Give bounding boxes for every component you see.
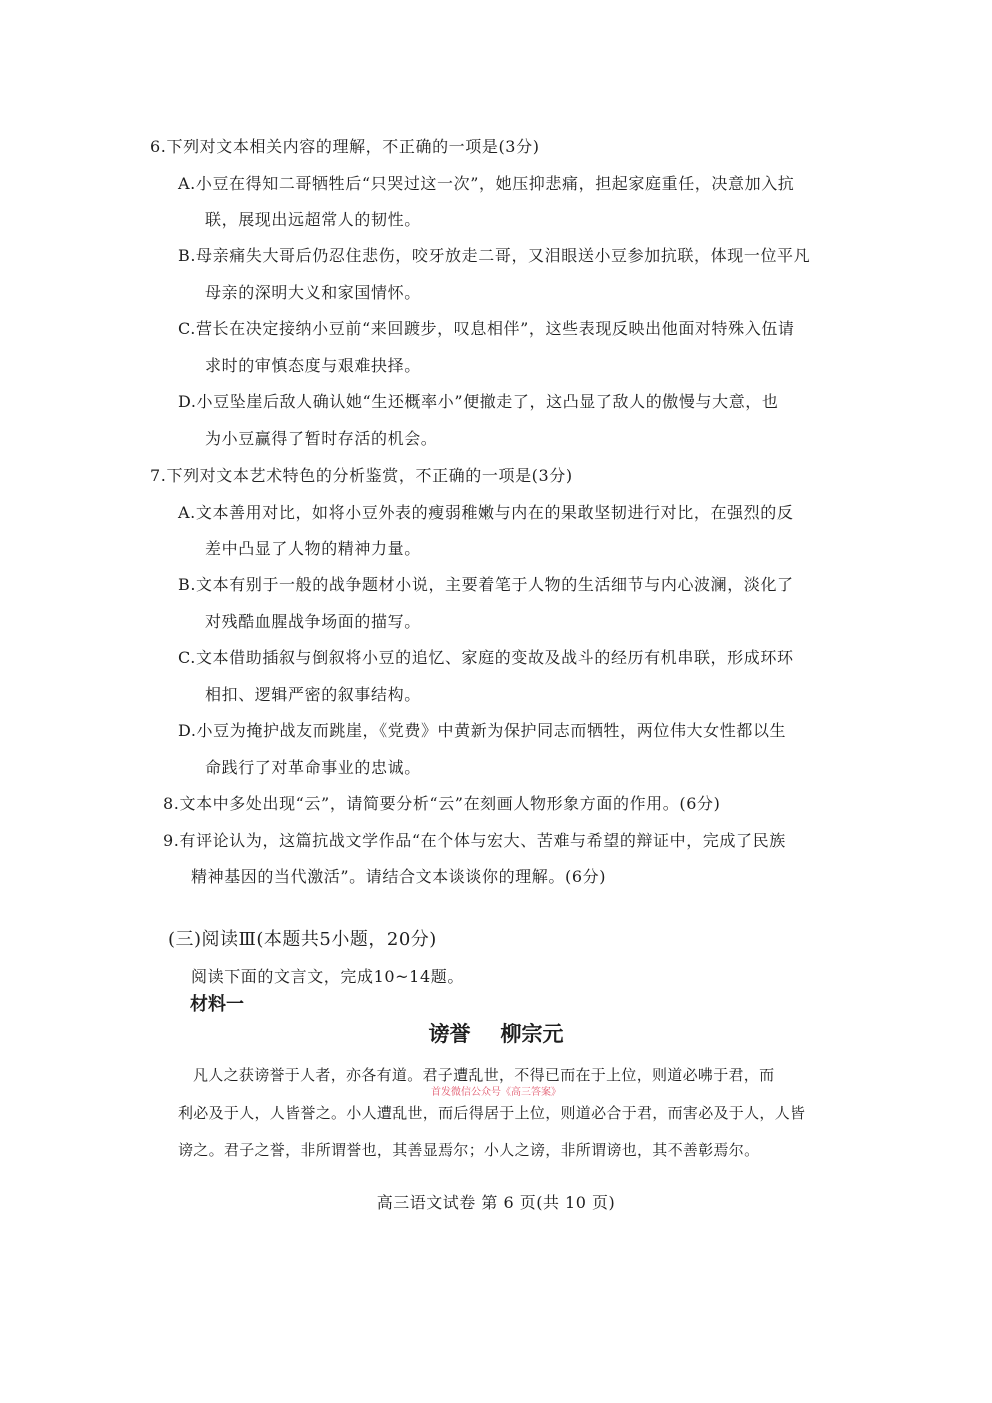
q7-option-a-line1: A.文本善用对比，如将小豆外表的瘦弱稚嫩与内在的果敢坚韧进行对比，在强烈的反 xyxy=(178,503,794,522)
section-3-heading: (三)阅读Ⅲ(本题共5小题，20分) xyxy=(168,929,437,950)
question-9-line1: 9.有评论认为，这篇抗战文学作品“在个体与宏大、苦难与希望的辩证中，完成了民族 xyxy=(163,831,786,850)
q6-option-a-line2: 联，展现出远超常人的韧性。 xyxy=(205,210,421,229)
q7-option-b-line1: B.文本有别于一般的战争题材小说，主要着笔于人物的生活细节与内心波澜，淡化了 xyxy=(178,575,794,594)
passage-line-1: 凡人之获谤誉于人者，亦各有道。君子遭乱世，不得已而在于上位，则道必咈于君，而 xyxy=(193,1066,775,1084)
q6-option-c-line2: 求时的审慎态度与艰难抉择。 xyxy=(205,356,421,375)
q7-option-d-line2: 命践行了对革命事业的忠诚。 xyxy=(205,758,421,777)
passage-author: 柳宗元 xyxy=(500,1022,564,1046)
passage-title-text: 谤誉 xyxy=(428,1022,471,1046)
passage-line-2: 利必及于人，人皆誉之。小人遭乱世，而后得居于上位，则道必合于君，而害必及于人，人皆 xyxy=(178,1104,806,1122)
passage-line-3: 谤之。君子之誉，非所谓誉也，其善显焉尔；小人之谤，非所谓谤也，其不善彰焉尔。 xyxy=(178,1141,760,1159)
page-footer: 高三语文试卷 第 6 页(共 10 页) xyxy=(376,1193,616,1212)
watermark: 首发微信公众号《高三答案》 xyxy=(431,1087,561,1098)
q7-option-d-line1: D.小豆为掩护战友而跳崖，《党费》中黄新为保护同志而牺牲，两位伟大女性都以生 xyxy=(178,721,787,740)
q7-option-b-line2: 对残酷血腥战争场面的描写。 xyxy=(205,612,421,631)
q6-option-a-line1: A.小豆在得知二哥牺牲后“只哭过这一次”，她压抑悲痛，担起家庭重任，决意加入抗 xyxy=(178,174,795,193)
question-9-line2: 精神基因的当代激活”。请结合文本谈谈你的理解。(6分) xyxy=(191,867,607,886)
q6-option-d-line2: 为小豆赢得了暂时存活的机会。 xyxy=(205,429,438,448)
q7-option-c-line1: C.文本借助插叙与倒叙将小豆的追忆、家庭的变故及战斗的经历有机串联，形成环环 xyxy=(178,648,794,667)
passage-title xyxy=(0,1020,992,1048)
q7-option-c-line2: 相扣、逻辑严密的叙事结构。 xyxy=(205,685,421,704)
q6-option-c-line1: C.营长在决定接纳小豆前“来回踱步，叹息相伴”，这些表现反映出他面对特殊入伍请 xyxy=(178,319,795,338)
question-8: 8.文本中多处出现“云”，请简要分析“云”在刻画人物形象方面的作用。(6分) xyxy=(163,794,721,813)
question-7-stem: 7.下列对文本艺术特色的分析鉴赏，不正确的一项是(3分) xyxy=(150,466,573,485)
q7-option-a-line2: 差中凸显了人物的精神力量。 xyxy=(205,539,421,558)
section-3-instruction: 阅读下面的文言文，完成10~14题。 xyxy=(191,967,464,986)
material-label: 材料一 xyxy=(190,994,244,1015)
q6-option-d-line1: D.小豆坠崖后敌人确认她“生还概率小”便撤走了，这凸显了敌人的傲慢与大意，也 xyxy=(178,392,779,411)
q6-option-b-line2: 母亲的深明大义和家国情怀。 xyxy=(205,283,421,302)
q6-option-b-line1: B.母亲痛失大哥后仍忍住悲伤，咬牙放走二哥，又泪眼送小豆参加抗联，体现一位平凡 xyxy=(178,246,811,265)
question-6-stem: 6.下列对文本相关内容的理解，不正确的一项是(3分) xyxy=(150,137,540,156)
